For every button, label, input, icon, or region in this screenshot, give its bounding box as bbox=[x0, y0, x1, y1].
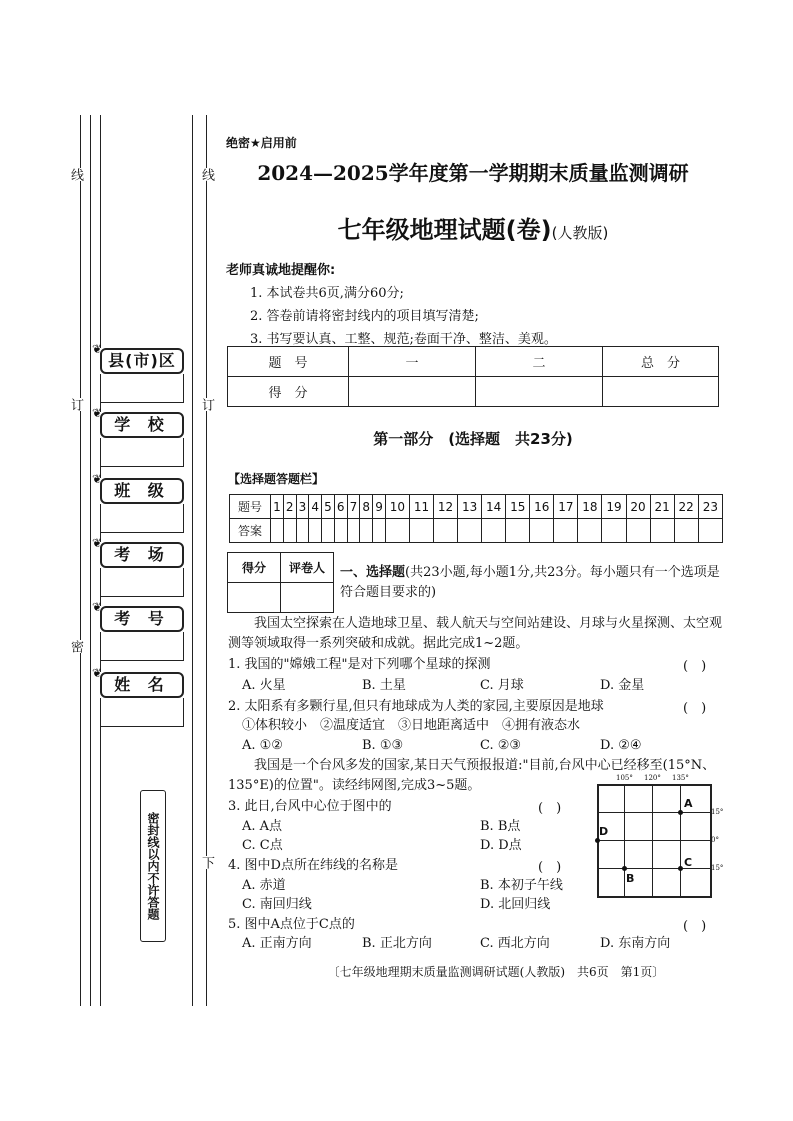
question-3-stem: 3. 此日,台风中心位于图中的 bbox=[228, 799, 392, 814]
field-label: 考 场 bbox=[100, 542, 184, 568]
score-table bbox=[227, 346, 719, 407]
edition-label: (人教版) bbox=[551, 224, 609, 242]
county-field[interactable] bbox=[92, 342, 184, 402]
latitude-label: 15° bbox=[711, 808, 724, 816]
question-number-cell: 19 bbox=[602, 495, 626, 519]
longitude-label: 120° bbox=[644, 774, 661, 782]
q5-option-a: A. 正南方向 bbox=[242, 936, 312, 951]
ribbon-icon: ❦ bbox=[92, 472, 103, 486]
q3-option-b: B. B点 bbox=[480, 819, 521, 834]
longitude-label: 105° bbox=[616, 774, 633, 782]
question-number-cell: 20 bbox=[626, 495, 650, 519]
question-1-stem: 1. 我国的"嫦娥工程"是对下列哪个星球的探测 bbox=[228, 657, 491, 672]
question-number-cell: 12 bbox=[434, 495, 458, 519]
answer-cell[interactable] bbox=[434, 519, 458, 543]
answer-paren[interactable]: ( ) bbox=[683, 919, 707, 934]
question-number-cell: 1 bbox=[271, 495, 284, 519]
point-c-label: C bbox=[684, 856, 693, 869]
answer-paren[interactable]: ( ) bbox=[538, 801, 562, 816]
section1-title: 一、选择题 bbox=[340, 565, 406, 580]
ribbon-icon: ❦ bbox=[92, 536, 103, 550]
grader-reviewer-cell[interactable] bbox=[281, 583, 334, 613]
question-number-cell: 11 bbox=[409, 495, 433, 519]
latitude-label: 15° bbox=[711, 864, 724, 872]
exam-number-field[interactable] bbox=[92, 600, 184, 660]
tips-heading: 老师真诚地提醒你: bbox=[226, 263, 336, 278]
q5-option-b: B. 正北方向 bbox=[362, 936, 432, 951]
answer-cell[interactable] bbox=[283, 519, 296, 543]
score-cell[interactable] bbox=[603, 377, 719, 407]
binding-line bbox=[90, 115, 91, 1006]
answer-cell[interactable] bbox=[602, 519, 626, 543]
answer-cell[interactable] bbox=[578, 519, 602, 543]
binding-word: 下 bbox=[199, 856, 214, 869]
answer-cell[interactable] bbox=[347, 519, 360, 543]
question-2-stem: 2. 太阳系有多颗行星,但只有地球成为人类的家园,主要原因是地球 bbox=[228, 699, 604, 714]
answer-cell[interactable] bbox=[271, 519, 284, 543]
exam-title: 2024—2025学年度第一学期期末质量监测调研 bbox=[257, 161, 689, 185]
question-number-cell: 3 bbox=[296, 495, 309, 519]
question-number-cell: 9 bbox=[373, 495, 386, 519]
answer-cell[interactable] bbox=[385, 519, 409, 543]
answer-cell[interactable] bbox=[530, 519, 554, 543]
binding-word: 线 bbox=[68, 168, 83, 181]
field-blank[interactable] bbox=[100, 438, 184, 467]
answer-cell[interactable] bbox=[698, 519, 722, 543]
q4-option-b: B. 本初子午线 bbox=[480, 878, 563, 893]
answer-cell[interactable] bbox=[296, 519, 309, 543]
score-header-label: 题 号 bbox=[228, 347, 349, 377]
q1-option-d: D. 金星 bbox=[600, 678, 645, 693]
score-row-label: 得 分 bbox=[228, 377, 349, 407]
exam-room-field[interactable] bbox=[92, 536, 184, 596]
q1-option-b: B. 土星 bbox=[362, 678, 406, 693]
score-header-total: 总 分 bbox=[603, 347, 719, 377]
question-number-cell: 15 bbox=[506, 495, 530, 519]
tip-item: 3. 书写要认真、工整、规范;卷面干净、整洁、美观。 bbox=[250, 332, 557, 347]
passage-2: 我国是一个台风多发的国家,某日天气预报报道:"目前,台风中心已经移至(15°N、135°E)的位置"。读经纬网图,完成3~5题。 bbox=[228, 758, 716, 793]
answer-paren[interactable]: ( ) bbox=[538, 860, 562, 875]
question-number-cell: 10 bbox=[385, 495, 409, 519]
answer-cell[interactable] bbox=[506, 519, 530, 543]
question-number-cell: 21 bbox=[650, 495, 674, 519]
point-d-label: D bbox=[599, 825, 609, 838]
point-b-dot bbox=[622, 866, 627, 871]
answer-sheet-heading: 【选择题答题栏】 bbox=[228, 472, 325, 486]
question-number-cell: 5 bbox=[322, 495, 335, 519]
q4-option-d: D. 北回归线 bbox=[480, 897, 551, 912]
q5-option-c: C. 西北方向 bbox=[480, 936, 550, 951]
q3-option-d: D. D点 bbox=[480, 838, 522, 853]
question-number-cell: 13 bbox=[458, 495, 482, 519]
question-number-cell: 2 bbox=[283, 495, 296, 519]
school-field[interactable] bbox=[92, 406, 184, 466]
answer-cell[interactable] bbox=[554, 519, 578, 543]
answer-row-label: 答案 bbox=[230, 519, 271, 543]
sealing-notice: 密封线以内不许答题 bbox=[140, 790, 166, 942]
tip-item: 2. 答卷前请将密封线内的项目填写清楚; bbox=[250, 309, 479, 324]
section1-heading bbox=[340, 563, 725, 603]
q2-option-d: D. ②④ bbox=[600, 738, 642, 753]
answer-cell[interactable] bbox=[650, 519, 674, 543]
question-number-cell: 23 bbox=[698, 495, 722, 519]
q1-option-a: A. 火星 bbox=[242, 678, 286, 693]
q4-option-a: A. 赤道 bbox=[242, 878, 286, 893]
class-field[interactable] bbox=[92, 472, 184, 532]
field-blank[interactable] bbox=[100, 632, 184, 661]
field-label: 班 级 bbox=[100, 478, 184, 504]
parallel-line bbox=[597, 868, 710, 869]
q3-option-a: A. A点 bbox=[242, 819, 283, 834]
q5-option-d: D. 东南方向 bbox=[600, 936, 671, 951]
q2-option-b: B. ①③ bbox=[362, 738, 404, 753]
binding-line bbox=[192, 115, 193, 1006]
field-blank[interactable] bbox=[100, 698, 184, 727]
grader-score-cell[interactable] bbox=[228, 583, 281, 613]
passage-1: 我国太空探索在人造地球卫星、载人航天与空间站建设、月球与火星探测、太空观测等领域取得一系列突破和成就。据此完成1~2题。 bbox=[228, 616, 723, 651]
map-frame bbox=[597, 784, 712, 898]
answer-cell[interactable] bbox=[409, 519, 433, 543]
question-number-cell: 18 bbox=[578, 495, 602, 519]
field-label: 学 校 bbox=[100, 412, 184, 438]
grader-table bbox=[227, 552, 334, 613]
question-number-cell: 14 bbox=[482, 495, 506, 519]
answer-cell[interactable] bbox=[360, 519, 373, 543]
score-header-part2: 二 bbox=[476, 347, 603, 377]
question-5-stem: 5. 图中A点位于C点的 bbox=[228, 917, 355, 932]
score-cell[interactable] bbox=[349, 377, 476, 407]
longitude-label: 135° bbox=[672, 774, 689, 782]
point-c-dot bbox=[678, 866, 683, 871]
answer-paren[interactable]: ( ) bbox=[683, 701, 707, 716]
subject-title: 七年级地理试题(卷) bbox=[337, 216, 552, 244]
answer-paren[interactable]: ( ) bbox=[683, 659, 707, 674]
ribbon-icon: ❦ bbox=[92, 342, 103, 356]
point-a-label: A bbox=[684, 797, 693, 810]
exam-subtitle bbox=[226, 210, 720, 245]
binding-word: 订 bbox=[199, 398, 214, 411]
answer-cell[interactable] bbox=[458, 519, 482, 543]
part1-title: 第一部分 (选择题 共23分) bbox=[373, 430, 573, 448]
ribbon-icon: ❦ bbox=[92, 666, 103, 680]
field-label: 考 号 bbox=[100, 606, 184, 632]
ribbon-icon: ❦ bbox=[92, 406, 103, 420]
question-4-stem: 4. 图中D点所在纬线的名称是 bbox=[228, 858, 398, 873]
answer-cell[interactable] bbox=[626, 519, 650, 543]
latitude-label: 0° bbox=[711, 836, 719, 844]
score-header-part1: 一 bbox=[349, 347, 476, 377]
question-number-cell: 8 bbox=[360, 495, 373, 519]
question-number-cell: 16 bbox=[530, 495, 554, 519]
tip-item: 1. 本试卷共6页,满分60分; bbox=[250, 286, 404, 301]
q2-option-a: A. ①② bbox=[242, 738, 283, 753]
grader-reviewer-label: 评卷人 bbox=[281, 553, 334, 583]
latlong-grid-map bbox=[597, 774, 724, 898]
answer-cell[interactable] bbox=[674, 519, 698, 543]
q1-option-c: C. 月球 bbox=[480, 678, 524, 693]
q3-option-c: C. C点 bbox=[242, 838, 283, 853]
answer-sheet-table bbox=[229, 494, 723, 543]
answer-cell[interactable] bbox=[322, 519, 335, 543]
parallel-line bbox=[597, 840, 710, 841]
binding-line bbox=[206, 115, 207, 1006]
parallel-line bbox=[597, 812, 710, 813]
binding-word: 订 bbox=[68, 398, 83, 411]
ribbon-icon: ❦ bbox=[92, 600, 103, 614]
question-number-cell: 6 bbox=[334, 495, 347, 519]
answer-cell[interactable] bbox=[334, 519, 347, 543]
q4-option-c: C. 南回归线 bbox=[242, 897, 312, 912]
q2-conditions: ①体积较小 ②温度适宜 ③日地距离适中 ④拥有液态水 bbox=[242, 718, 581, 733]
point-b-label: B bbox=[626, 872, 635, 885]
page-footer: 〔七年级地理期末质量监测调研试题(人教版) 共6页 第1页〕 bbox=[327, 965, 665, 979]
field-label: 姓 名 bbox=[100, 672, 184, 698]
answer-cell[interactable] bbox=[373, 519, 386, 543]
question-number-cell: 7 bbox=[347, 495, 360, 519]
score-cell[interactable] bbox=[476, 377, 603, 407]
question-number-cell: 4 bbox=[309, 495, 322, 519]
section1-desc: (共23小题,每小题1分,共23分。每小题只有一个选项是符合题目要求的) bbox=[340, 565, 720, 600]
point-d-dot bbox=[595, 838, 600, 843]
confidential-mark: 绝密★启用前 bbox=[226, 136, 297, 150]
name-field[interactable] bbox=[92, 666, 184, 726]
binding-word: 线 bbox=[199, 168, 214, 181]
answer-row-label: 题号 bbox=[230, 495, 271, 519]
binding-word: 密 bbox=[68, 640, 83, 653]
field-blank[interactable] bbox=[100, 374, 184, 403]
q2-option-c: C. ②③ bbox=[480, 738, 522, 753]
field-blank[interactable] bbox=[100, 504, 184, 533]
field-label: 县(市)区 bbox=[100, 348, 184, 374]
answer-cell[interactable] bbox=[482, 519, 506, 543]
question-number-cell: 22 bbox=[674, 495, 698, 519]
point-a-dot bbox=[678, 810, 683, 815]
grader-score-label: 得分 bbox=[228, 553, 281, 583]
field-blank[interactable] bbox=[100, 568, 184, 597]
binding-line bbox=[80, 115, 81, 1006]
question-number-cell: 17 bbox=[554, 495, 578, 519]
answer-cell[interactable] bbox=[309, 519, 322, 543]
